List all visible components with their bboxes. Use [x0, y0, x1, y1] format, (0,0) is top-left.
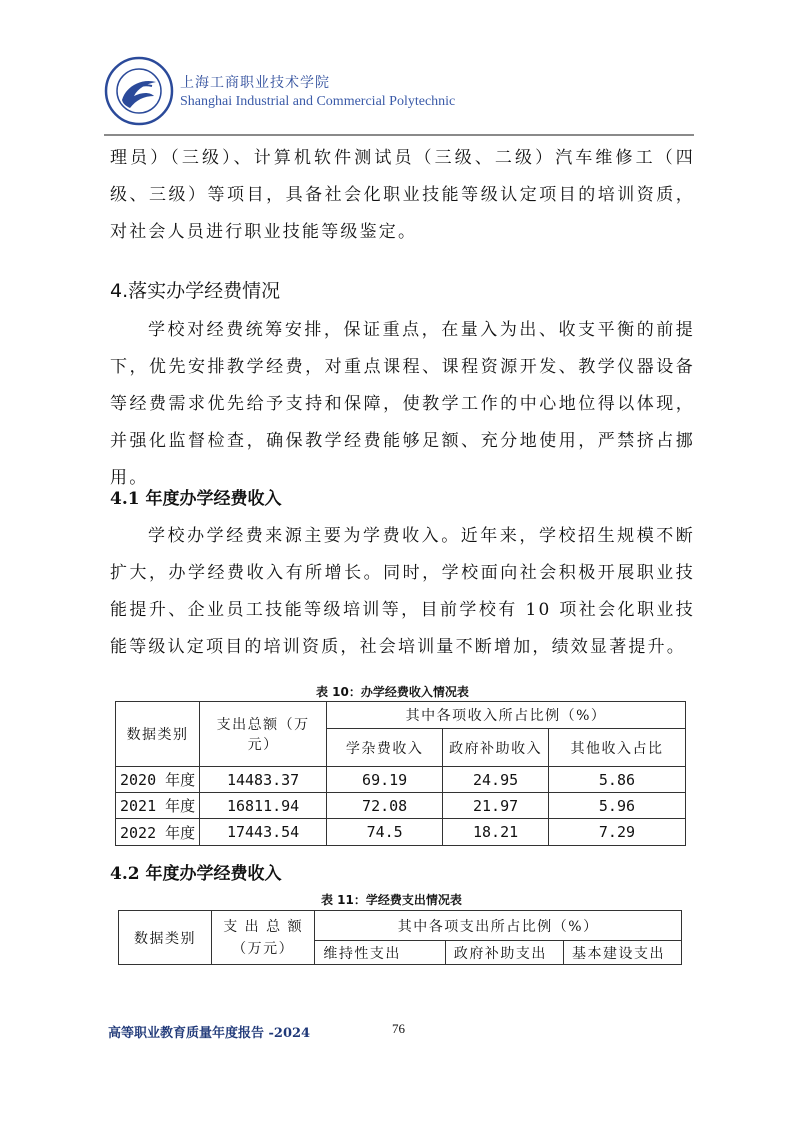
cell-year: 2020 年度	[116, 767, 200, 793]
header-gov-subsidy: 政府补助支出	[445, 941, 563, 965]
school-emblem-icon	[104, 56, 174, 126]
cell-other: 7.29	[548, 819, 685, 846]
table-11-expenditure	[118, 910, 682, 965]
table-10-caption: 表 10：办学经费收入情况表	[316, 685, 469, 699]
school-name-cn: 上海工商职业技术学院	[180, 75, 330, 91]
header-group: 其中各项支出所占比例（%）	[315, 911, 682, 941]
table-row	[116, 767, 686, 793]
header-total: 支出总额（万元）	[200, 702, 327, 767]
cell-gov: 21.97	[443, 793, 549, 819]
header-tuition: 学杂费收入	[327, 729, 443, 767]
section-4-1-paragraph: 学校办学经费来源主要为学费收入。近年来，学校招生规模不断扩大，办学经费收入有所增长。同时，学校面向社会积极开展职业技能提升、企业员工技能等级培训等，目前学校有 10 项社会化职业技能等级认定项目的培训资质，社会培训量不断增加，绩效显著提升。	[110, 526, 695, 657]
header-gov: 政府补助收入	[443, 729, 549, 767]
cell-other: 5.96	[548, 793, 685, 819]
table-row	[116, 793, 686, 819]
section-4-1-heading: 4.1 年度办学经费收入	[110, 489, 282, 509]
footer-report-title: 高等职业教育质量年度报告 -2024	[108, 1026, 311, 1041]
header-group: 其中各项收入所占比例（%）	[327, 702, 686, 729]
cell-tuition: 72.08	[327, 793, 443, 819]
header-category: 数据类别	[119, 911, 212, 965]
cell-year: 2022 年度	[116, 819, 200, 846]
header-capital: 基本建设支出	[563, 941, 681, 965]
header-other: 其他收入占比	[548, 729, 685, 767]
section-4-heading: 4.落实办学经费情况	[110, 280, 281, 302]
header-total: 支 出 总 额（万元）	[211, 911, 314, 965]
cell-total: 17443.54	[200, 819, 327, 846]
cell-gov: 18.21	[443, 819, 549, 846]
cell-gov: 24.95	[443, 767, 549, 793]
header-maintenance: 维持性支出	[315, 941, 446, 965]
table-row	[116, 819, 686, 846]
cell-other: 5.86	[548, 767, 685, 793]
cell-total: 14483.37	[200, 767, 327, 793]
cell-total: 16811.94	[200, 793, 327, 819]
table-11-caption: 表 11：学经费支出情况表	[321, 893, 462, 907]
school-name-en: Shanghai Industrial and Commercial Polytechnic	[180, 94, 456, 109]
cell-tuition: 74.5	[327, 819, 443, 846]
cell-tuition: 69.19	[327, 767, 443, 793]
section-4-2-heading: 4.2 年度办学经费收入	[110, 864, 282, 884]
section-4-paragraph: 学校对经费统筹安排，保证重点，在量入为出、收支平衡的前提下，优先安排教学经费，对重点课程、课程资源开发、教学仪器设备等经费需求优先给予支持和保障，使教学工作的中心地位得以体现，并强化监督检查，确保教学经费能够足额、充分地使用，严禁挤占挪用。	[110, 320, 695, 488]
header-category: 数据类别	[116, 702, 200, 767]
page-number: 76	[392, 1021, 405, 1036]
cell-year: 2021 年度	[116, 793, 200, 819]
header-divider	[104, 134, 694, 136]
page-header	[104, 56, 694, 132]
paragraph-continued: 理员）（三级）、计算机软件测试员（三级、二级）汽车维修工（四级、三级）等项目，具备社会化职业技能等级认定项目的培训资质，对社会人员进行职业技能等级鉴定。	[110, 148, 695, 242]
table-10-income	[115, 701, 686, 846]
